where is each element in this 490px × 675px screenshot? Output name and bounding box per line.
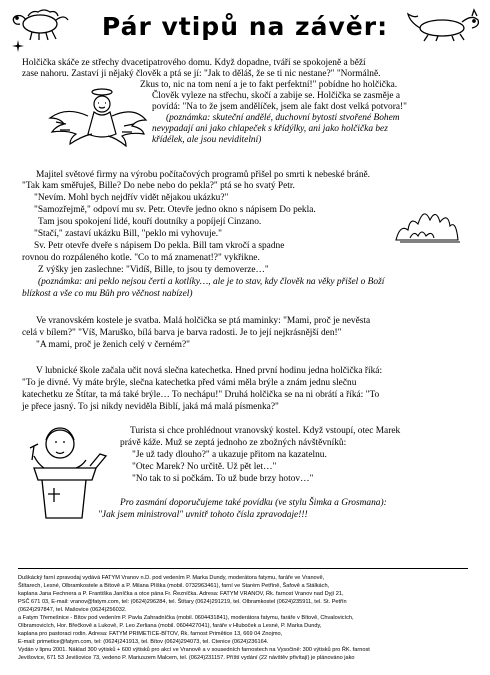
joke2-line: "Tak kam směřuješ, Bille? Do nebe nebo do pekla?" ptá se ho svatý Petr. bbox=[22, 181, 295, 191]
joke5-line: "Je už tady dlouho?" a ukazuje přitom na kazatelnu. bbox=[132, 450, 327, 460]
joke5-line: "Otec Marek? No určitě. Už pět let…" bbox=[132, 462, 277, 472]
fire-illustration bbox=[390, 192, 470, 244]
joke1-line: Zkus to, nic na tom není a je to fakt perfektní!" pobídne ho holčička. bbox=[140, 80, 398, 90]
joke2-line: Majitel světové firmy na výrobu počítačových programů přišel po smrti k nebeské bráně. bbox=[36, 170, 371, 180]
closing-line: "Jak jsem ministroval" uvnitř tohoto čísla zpravodaje!!! bbox=[98, 510, 308, 520]
joke4-line: katechetku ze Štítar, ta má také brýle… To nechápu!" Druhá holčička se na ni obrátí a říká: "To bbox=[22, 390, 380, 400]
joke4-line: "To je divné. Vy máte brýle, slečna katechetka před vámi měla brýle a znám jednu slečnu bbox=[22, 378, 357, 388]
joke2-note: blízkost a vše co mu Bůh pro věčnost nabízel) bbox=[22, 289, 193, 299]
imprint-line: E-mail: primetice@fatym.com, tel: (0624)241913, tel. Bítov (0624)294073, tel. Ctenice (0624)236164. bbox=[18, 639, 269, 645]
imprint-line: PSČ 671 03, E-mail: vranov@fatym.com, tel: (0624)296284, tel. Štítary (0624)291219, tel. Olbramkostel (0624)235911, tel. St. Petřín bbox=[18, 599, 347, 605]
imprint-line: Jevišovice, 671 53 Jevišovice 73, vedeno P. Mariuszem Malcem, tel. (0624)231157. Příští vydání (22 návštěv přivítají) je plánováno jako bbox=[18, 655, 355, 661]
joke3-line: Ve vranovském kostele je svatba. Malá holčička se ptá maminky: "Mami, proč je nevěsta bbox=[36, 316, 371, 326]
joke1-line: povídá: "Na to že jsem andělíček, jsem ale fakt dost velká potvora!" bbox=[152, 102, 407, 112]
joke2-note: (poznámka: ani peklo nejsou čerti a kotlíky…, ale je to stav, kdy člověk na věky přišel o Boží bbox=[38, 277, 385, 287]
joke1-line: Holčička skáče ze střechy dvacetipatrového domu. Když dopadne, tváří se spokojeně a běží bbox=[22, 58, 366, 68]
imprint-line: kaplana pro pastoraci rodin. Adresa: FATYM PRIMETICE-BÍTOV, Ŕk. farnost Primětice 13, 669 04 Znojmo, bbox=[18, 631, 283, 637]
imprint-line: Duškácký farní zpravodaj vydává FATYM Vranov n.D. pod vedením P. Marka Dundy, moderátora fatymu, faráře ve Vranově, bbox=[18, 575, 325, 581]
joke2-line: rovnou do rozpáleného kotle. "Co to má znamenat!?" vykřikne. bbox=[22, 253, 260, 263]
sparkle-icon bbox=[12, 40, 24, 52]
joke4-line: je přece jasný. To jsi nikdy neviděla Biblí, jaká má malá písmenka?" bbox=[22, 402, 279, 412]
joke5-line: Turista si chce prohlédnout vranovský kostel. Když vstoupí, otec Marek bbox=[130, 426, 401, 436]
imprint-line: (0624)297847, tel. Mašovice (0624)256032. bbox=[18, 607, 127, 613]
joke2-line: "Samozřejmě," odpoví mu sv. Petr. Otevře jedno okno s nápisem Do pekla. bbox=[34, 205, 316, 215]
closing-line: Pro zasmání doporučujeme také povídku (ve stylu Šimka a Grosmana): bbox=[120, 498, 387, 508]
angel-illustration bbox=[44, 82, 148, 148]
joke1-note: nevypadají ani jako chlapeček s křídýlky, ani jako holčička bez bbox=[152, 124, 388, 134]
imprint-line: Olbramovicích, Hor. Břečkově a Lukově, P. Leo Zerliana (mobil. 0604427041), faráře v Hluboček a Lesné, P. Marka Dundy, bbox=[18, 623, 322, 629]
page-title: Pár vtipů na závěr: bbox=[101, 12, 389, 41]
joke1-note: (poznámka: skuteční andělé, duchovní bytosti stvořené Bohem bbox=[166, 113, 400, 123]
imprint-line: Štítarech, Lesné, Olbramkostele a Bítově a P. Milana Plíška (mobil. 0732963461), farní ve Starém Petříně, Šafově a Stálkách, bbox=[18, 583, 330, 589]
joke5-line: právě káže. Muž se zeptá jednoho ze zbožných návštěvníků: bbox=[120, 438, 347, 448]
imprint-footer bbox=[18, 568, 468, 662]
joke2-line: Tam jsou spokojení lidé, kouří doutníky a popíjejí Cinzano. bbox=[38, 217, 262, 227]
joke4-line: V lubnické škole začala učit nová slečna katechetka. Hned první hodinu jedna holčička říká: bbox=[36, 366, 383, 376]
joke2-line: "Stačí," zastaví ukázku Bill, "peklo mi vyhovuje." bbox=[34, 229, 222, 239]
joke1-line: Člověk vyleze na střechu, skočí a zabije se. Holčička se zasměje a bbox=[152, 91, 401, 101]
imprint-line: kaplana Jana Fechnera a P. Františka Janíčka a otce pána Fr. Řezníčka. Adresa: FATYM VRANOV, Ŕk. farnost Vranov nad Dyjí 21, bbox=[18, 591, 344, 597]
priest-illustration bbox=[22, 420, 118, 522]
joke3-line: "A mami, proč je ženich celý v černém?" bbox=[36, 340, 190, 350]
joke2-line: Sv. Petr otevře dveře s nápisem Do pekla. Bill tam vkročí a spadne bbox=[34, 241, 285, 251]
joke3-line: celá v bílem?" "Víš, Maruško, bílá barva je barva radosti. Je to její nejkrásnější den!" bbox=[22, 328, 342, 338]
imprint-line: Vydán v lipnu 2001. Náklad 300 výtisků + 600 výtisků pro akcí ve Vranově a v sousedních farnostech na Vysočině: 300 výtisků pro ŘK. farnost bbox=[18, 647, 370, 653]
joke2-line: "Nevím. Mohl bych nejdřív vidět nějakou ukázku?" bbox=[34, 193, 229, 203]
joke1-note: křídélek, ale jsou neviditelní) bbox=[152, 135, 262, 145]
joke5-line: "No tak to si počkám. To už bude brzy hotov…" bbox=[132, 474, 314, 484]
joke1-line: zase nahoru. Zastaví ji nějaký člověk a ptá se jí: "Jak to děláš, že se ti nic nestane?" "Normálně. bbox=[22, 69, 381, 79]
joke2-line: Z výšky jen zaslechne: "Vidíš, Bille, to jsou ty demoverze…" bbox=[38, 265, 269, 275]
imprint-line: a Fatym Třemešnice - Bítov pod vedením P. Pavla Zahradníčka (mobil. 0604431841), moderátora fatymu, faráře v Bítově, Chvalovicích, bbox=[18, 615, 354, 621]
